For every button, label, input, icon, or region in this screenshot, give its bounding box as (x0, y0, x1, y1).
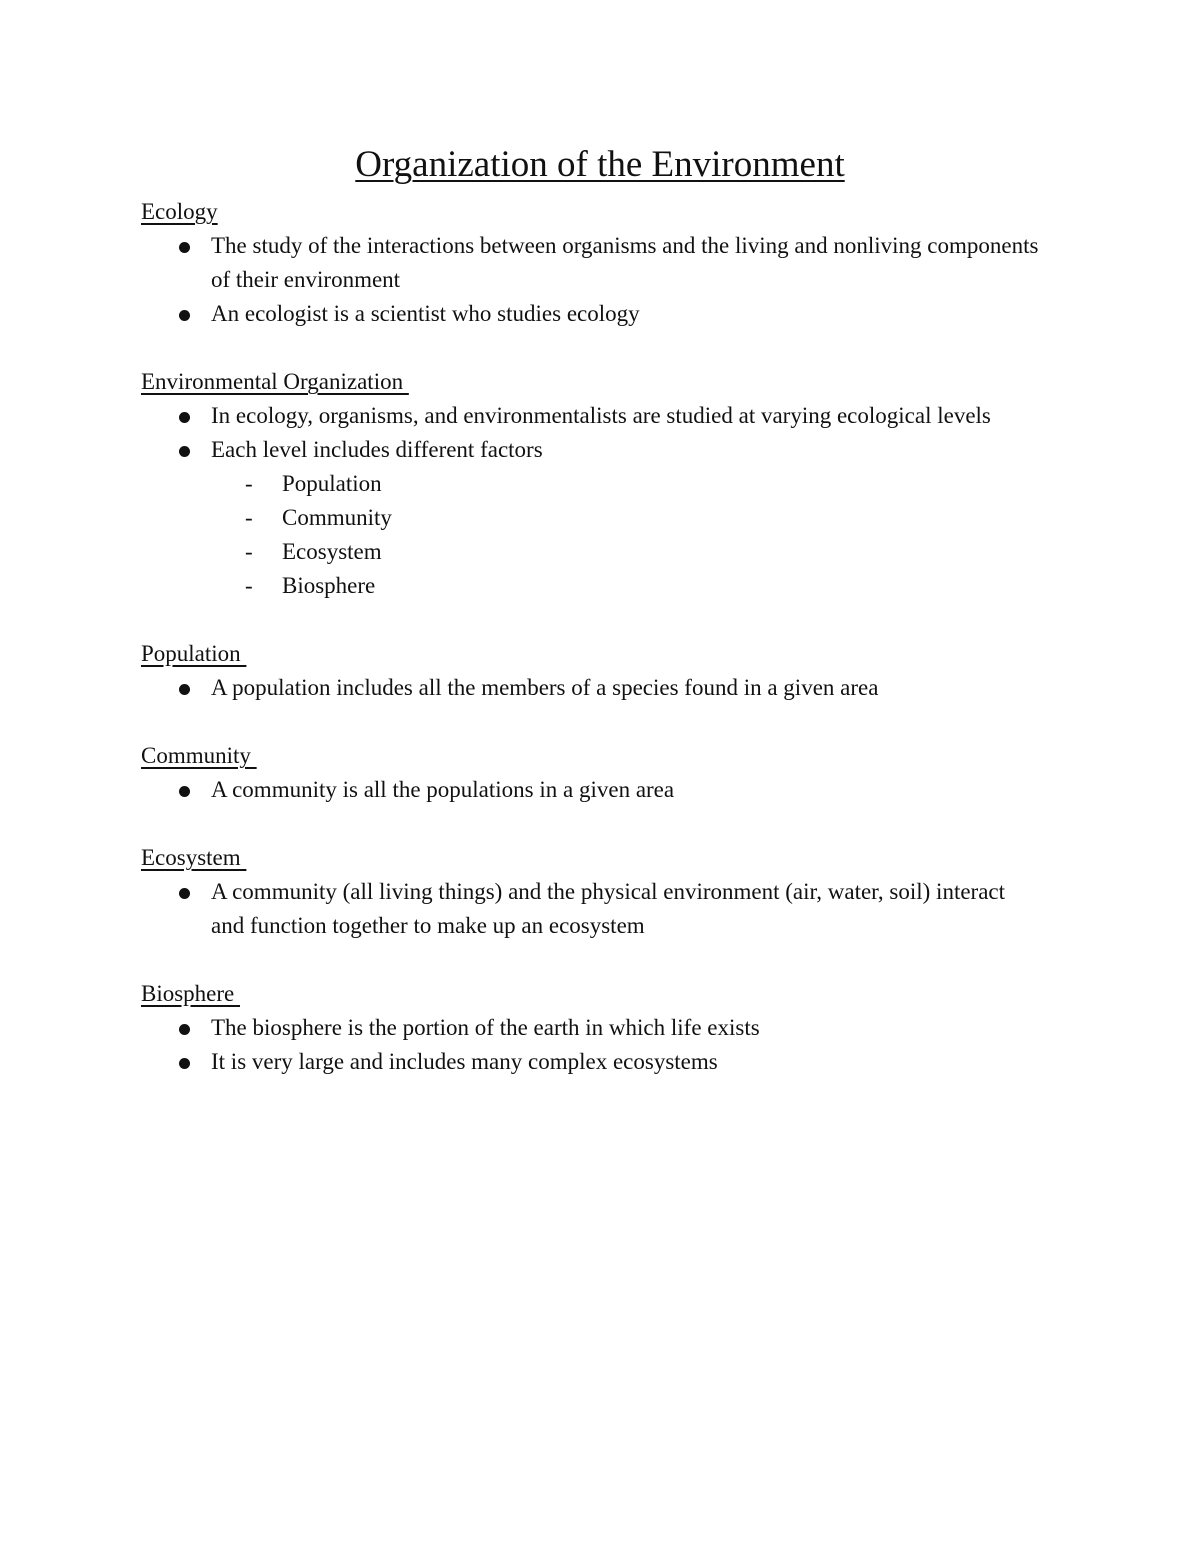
list-item-text: In ecology, organisms, and environmentalists are studied at varying ecological levels (211, 403, 991, 428)
sub-list-item-text: Population (282, 471, 382, 496)
section-community (141, 739, 1041, 807)
bullet-list (141, 399, 1041, 467)
list-item-text: A population includes all the members of a species found in a given area (211, 675, 879, 700)
list-item-text: The study of the interactions between organisms and the living and nonliving components of their environment (211, 233, 1039, 292)
list-item-text: A community is all the populations in a given area (211, 777, 675, 802)
bullet-list (141, 671, 1041, 705)
dash-icon: - (245, 505, 253, 530)
bullet-list (141, 1011, 1041, 1079)
list-item (141, 229, 1041, 297)
sub-list (141, 467, 1041, 603)
list-item (141, 1011, 1041, 1045)
bullet-icon (179, 786, 190, 797)
list-item-text: The biosphere is the portion of the earth in which life exists (211, 1015, 760, 1040)
page-title (0, 143, 1200, 187)
dash-icon: - (245, 471, 253, 496)
bullet-icon (179, 684, 190, 695)
section-heading: Ecosystem (141, 845, 247, 870)
sub-list-item-text: Biosphere (282, 573, 376, 598)
sub-list-item-text: Community (282, 505, 392, 530)
list-item (141, 1045, 1041, 1079)
document-body (141, 195, 1041, 1079)
section-heading: Biosphere (141, 981, 241, 1006)
section-ecology (141, 195, 1041, 331)
list-item (141, 875, 1041, 943)
section-heading: Environmental Organization (141, 369, 409, 394)
sub-list-item (141, 569, 1041, 603)
list-item (141, 773, 1041, 807)
section-biosphere (141, 977, 1041, 1079)
bullet-list (141, 875, 1041, 943)
bullet-icon (179, 888, 190, 899)
sub-list-item (141, 501, 1041, 535)
list-item (141, 671, 1041, 705)
title-text: Organization of the Environment (355, 144, 845, 185)
bullet-icon (179, 412, 190, 423)
dash-icon: - (245, 539, 253, 564)
sub-list-item (141, 467, 1041, 501)
bullet-list (141, 229, 1041, 331)
section-environmental-organization (141, 365, 1041, 603)
list-item-text: An ecologist is a scientist who studies ecology (211, 301, 640, 326)
list-item-text: A community (all living things) and the physical environment (air, water, soil) interact and function together to make up an ecosystem (211, 879, 1006, 938)
section-population (141, 637, 1041, 705)
dash-icon: - (245, 573, 253, 598)
bullet-icon (179, 1024, 190, 1035)
section-heading: Community (141, 743, 257, 768)
section-heading: Ecology (141, 199, 218, 224)
bullet-icon (179, 310, 190, 321)
section-heading: Population (141, 641, 247, 666)
sub-list-item (141, 535, 1041, 569)
sub-list-item-text: Ecosystem (282, 539, 382, 564)
bullet-icon (179, 242, 190, 253)
list-item-text: Each level includes different factors (211, 437, 543, 462)
section-ecosystem (141, 841, 1041, 943)
bullet-icon (179, 1058, 190, 1069)
bullet-icon (179, 446, 190, 457)
list-item-text: It is very large and includes many complex ecosystems (211, 1049, 718, 1074)
list-item (141, 297, 1041, 331)
bullet-list (141, 773, 1041, 807)
list-item (141, 433, 1041, 467)
list-item (141, 399, 1041, 433)
